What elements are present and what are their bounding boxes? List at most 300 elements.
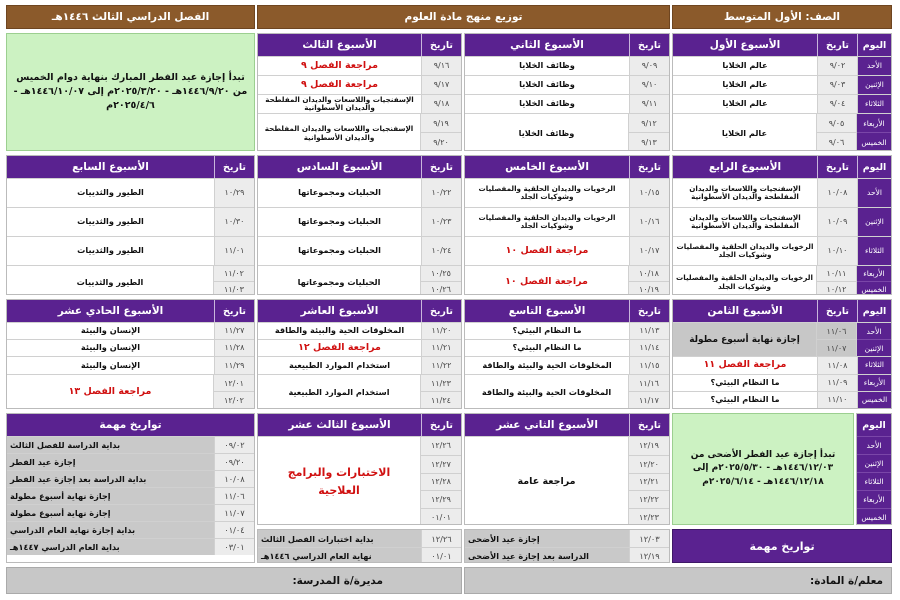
- date-cell: ١٢/١٩: [629, 437, 669, 455]
- date-header: تاريخ: [817, 300, 857, 322]
- day-col: [857, 114, 891, 151]
- day-cell: الأحد: [857, 57, 891, 75]
- date-cell: ٠٩/٠٢: [214, 437, 254, 453]
- merged-rows: [465, 113, 669, 151]
- date-cell: ١٠/٠٨: [817, 179, 857, 207]
- week-8-title: الأسبوع الثامن: [707, 305, 783, 317]
- important-dates-label: تواريخ مهمة: [749, 539, 815, 553]
- merged-rows: [7, 374, 254, 408]
- week-10-title: الأسبوع العاشر: [300, 305, 379, 317]
- date-cell: ١٢/٢٨: [421, 473, 461, 491]
- table-row: [465, 178, 669, 207]
- table-row: [465, 207, 669, 236]
- grade-bar: [672, 5, 892, 29]
- topic-cell: وظائف الخلايا: [465, 114, 629, 151]
- list-item: [465, 530, 669, 547]
- day-cell: الإثنين: [857, 339, 891, 356]
- topic-cell: عالم الخلايا: [673, 114, 817, 151]
- week-13-block: [257, 413, 462, 525]
- table-row: [465, 94, 669, 113]
- table-row: [7, 339, 254, 356]
- date-header: تاريخ: [629, 156, 669, 178]
- date-cell: ٩/٠٣: [817, 76, 857, 94]
- important-dates-block: [6, 413, 255, 563]
- week-13-title: الأسبوع الثالث عشر: [288, 419, 391, 431]
- table-row: [465, 236, 669, 265]
- date-cell: ١١/٢٨: [214, 340, 254, 356]
- day-header: اليوم: [862, 419, 886, 431]
- week-11-title: الأسبوع الحادي عشر: [57, 305, 164, 317]
- date-col: [817, 323, 857, 356]
- topic-cell: الإسفنجيات واللاسعات والديدان المفلطحة والديدان الأسطوانية: [689, 212, 801, 230]
- day-cell: الأحد: [857, 323, 891, 339]
- event-label: نهاية العام الدراسي ١٤٤٦هـ: [258, 548, 421, 563]
- date-cell: ٠١/٠١: [421, 548, 461, 563]
- term-bar: [6, 5, 255, 29]
- topic-cell: عالم الخلايا: [722, 79, 768, 90]
- date-cell: ٩/١٧: [421, 76, 461, 94]
- topic-cell: مراجعة الفصل ١٢: [298, 341, 381, 353]
- day-cell: الخميس: [857, 508, 891, 525]
- date-cell: ١٠/١٥: [629, 179, 669, 207]
- list-item: [465, 547, 669, 563]
- week-7-block: [6, 155, 255, 295]
- week-5-title: الأسبوع الخامس: [505, 161, 589, 173]
- date-cell: ١١/٢١: [421, 340, 461, 356]
- date-header: تاريخ: [214, 300, 254, 322]
- date-cell: ١٠/١٦: [629, 208, 669, 236]
- day-col: [857, 266, 891, 295]
- week-11-header: [7, 300, 254, 322]
- date-header: تاريخ: [817, 34, 857, 56]
- table-row: [7, 207, 254, 236]
- week-2-title: الأسبوع الثاني: [510, 39, 584, 51]
- list-item: [7, 538, 254, 555]
- event-label: بداية الدراسة بعد إجازة عيد الفطر: [7, 471, 214, 487]
- date-cell: ١٢/٢٦: [421, 530, 461, 547]
- topic-cell: الحبليات ومجموعاتها: [298, 216, 381, 227]
- topic-cell: الحبليات ومجموعاتها: [298, 187, 381, 198]
- merged-rows: [7, 265, 254, 295]
- day-header: اليوم: [857, 34, 891, 56]
- table-row: [258, 207, 461, 236]
- topic-cell: الرخويات والديدان الحلقية والمفصليات وشوكيات الجلد: [673, 266, 817, 295]
- important-dates-title: تواريخ مهمة: [99, 419, 162, 431]
- date-col: [421, 437, 461, 525]
- week-10-block: [257, 299, 462, 409]
- grade-label: الصف: الأول المتوسط: [724, 11, 840, 23]
- date-cell: ١١/٠٩: [817, 375, 857, 391]
- topic-cell: الإسفنجيات واللاسعات والديدان المفلطحة والديدان الأسطوانية: [689, 183, 801, 201]
- table-row: [258, 356, 461, 374]
- table-row: [465, 356, 669, 374]
- date-cell: ١١/٢٢: [421, 357, 461, 374]
- date-cell: ١٠/٢٣: [421, 208, 461, 236]
- date-header: تاريخ: [421, 156, 461, 178]
- topic-cell: الحبليات ومجموعاتها: [298, 245, 381, 256]
- table-row: [465, 56, 669, 75]
- teacher-signature-field: [464, 567, 892, 594]
- day-cell: الثلاثاء: [857, 237, 891, 265]
- event-label: إجازة عيد الفطر: [7, 454, 214, 470]
- topic-cell: الحبليات ومجموعاتها: [258, 266, 421, 295]
- date-cell: ١١/١٣: [629, 323, 669, 339]
- table-row: [7, 178, 254, 207]
- week-3-block: [257, 33, 462, 151]
- merged-rows: [465, 265, 669, 295]
- table-row: [465, 339, 669, 356]
- date-cell: ١١/٠٣: [214, 281, 254, 295]
- date-cell: ١٠/٠٨: [214, 471, 254, 487]
- day-cell: الأربعاء: [857, 114, 891, 132]
- page-title: توزيع منهج مادة العلوم: [404, 11, 523, 23]
- date-cell: ٩/٠٩: [629, 57, 669, 75]
- title-bar: [257, 5, 670, 29]
- date-header: تاريخ: [629, 300, 669, 322]
- topic-cell: مراجعة الفصل ١٠: [465, 266, 629, 295]
- table-row: [465, 322, 669, 339]
- week-7-title: الأسبوع السابع: [72, 161, 149, 173]
- date-cell: ١١/٢٩: [214, 357, 254, 374]
- topic-cell: الطيور والثدييات: [77, 187, 144, 198]
- week-4-block: [672, 155, 892, 295]
- merged-rows: [673, 322, 891, 356]
- date-col: [629, 375, 669, 408]
- date-col: [629, 114, 669, 151]
- date-cell: ١٠/١٨: [629, 266, 669, 281]
- event-label: بداية العام الدراسي ١٤٤٧هـ: [7, 539, 214, 555]
- date-cell: ١٢/٢٧: [421, 455, 461, 473]
- principal-label: مديرة/ة المدرسة:: [292, 574, 383, 587]
- event-label: بداية الدراسة للفصل الثالث: [7, 437, 214, 453]
- date-cell: ١٢/٢٠: [629, 455, 669, 473]
- list-item: [7, 436, 254, 453]
- topic-cell: الطيور والثدييات: [77, 245, 144, 256]
- holiday-text: تبدأ إجازة عيد الفطر المبارك بنهاية دوام الخميس من ١٤٤٦/٩/٢٠هـ - ٢٠٢٥/٣/٢٠م إلى ١٤٤٦/١٠/٠٧هـ - ٢٠٢٥/٤/٦م: [13, 71, 248, 112]
- table-row: [673, 236, 891, 265]
- day-cell: الإثنين: [857, 208, 891, 236]
- table-row: [7, 236, 254, 265]
- date-cell: ٩/٠٦: [817, 132, 856, 151]
- table-row: [258, 56, 461, 75]
- day-cell: الثلاثاء: [857, 95, 891, 113]
- date-header: تاريخ: [421, 34, 461, 56]
- holiday-text: تبدأ إجازة عيد الفطر الأضحى من ١٤٤٦/١٢/٠٣هـ - ٢٠٢٥/٥/٣٠م إلى ١٤٤٦/١٢/١٨هـ - ٢٠٢٥/٦/١٤م: [690, 449, 836, 487]
- table-row: [673, 374, 891, 391]
- week-11-block: [6, 299, 255, 409]
- date-col: [629, 266, 669, 295]
- topic-cell: الإسفنجيات واللاسعات والديدان المفلطحة والديدان الأسطوانية: [258, 114, 421, 151]
- merged-rows: [673, 113, 891, 151]
- event-label: بداية اختبارات الفصل الثالث: [258, 530, 421, 547]
- event-label: الدراسة بعد إجازة عيد الأضحى: [465, 548, 629, 563]
- day-col: [857, 323, 891, 356]
- week-1-header: [673, 34, 891, 56]
- table-row: [673, 356, 891, 374]
- topic-cell: وظائف الخلايا: [519, 79, 575, 90]
- exam-dates-block: [257, 529, 462, 563]
- week-9-header: [465, 300, 669, 322]
- day-cell: الإثنين: [857, 454, 891, 472]
- date-cell: ١٠/١٢: [817, 281, 856, 295]
- day-header: اليوم: [857, 156, 891, 178]
- date-cell: ٩/٠٤: [817, 95, 857, 113]
- table-row: [673, 94, 891, 113]
- date-cell: ٠٣/٠١: [214, 539, 254, 555]
- date-cell: ١٠/٢٤: [421, 237, 461, 265]
- week-12-header: [465, 414, 669, 436]
- merged-rows: [258, 436, 461, 525]
- date-cell: ١١/١٧: [629, 391, 669, 408]
- table-row: [673, 75, 891, 94]
- date-cell: ٠٩/٢٠: [214, 454, 254, 470]
- date-cell: ١٢/٠٣: [629, 530, 669, 547]
- date-cell: ١٢/١٩: [629, 548, 669, 563]
- table-row: [673, 391, 891, 408]
- date-cell: ٩/١٢: [629, 114, 669, 132]
- topic-cell: مراجعة الفصل ١٠: [505, 244, 589, 256]
- date-cell: ٩/١١: [629, 95, 669, 113]
- date-col: [214, 375, 254, 408]
- days-column: [856, 413, 892, 525]
- date-cell: ١٢/٠٢: [214, 391, 254, 408]
- table-row: [7, 322, 254, 339]
- week-6-title: الأسبوع السادس: [296, 161, 383, 173]
- week-4-title: الأسبوع الرابع: [708, 161, 782, 173]
- table-row: [258, 178, 461, 207]
- week-6-header: [258, 156, 461, 178]
- topic-cell: الرخويات والديدان الحلقية والمفصليات وشوكيات الجلد: [478, 183, 616, 201]
- date-cell: ١١/٠٧: [214, 505, 254, 521]
- date-header: تاريخ: [817, 156, 857, 178]
- date-cell: ١١/١٠: [817, 392, 857, 408]
- day-header: اليوم: [857, 300, 891, 322]
- week-2-block: [464, 33, 670, 151]
- merged-rows: [258, 265, 461, 295]
- merged-rows: [258, 113, 461, 151]
- date-cell: ١٠/١٩: [629, 281, 669, 295]
- date-cell: ١١/٠٨: [817, 357, 857, 374]
- merged-rows: [465, 374, 669, 408]
- date-header: تاريخ: [214, 156, 254, 178]
- topic-cell: ما النظام البيئي؟: [512, 342, 582, 353]
- date-cell: ١٢/٢١: [629, 473, 669, 491]
- date-header: تاريخ: [629, 414, 669, 436]
- long-weekend-cell: إجازة نهاية أسبوع مطولة: [673, 323, 817, 356]
- exams-cell: الاختبارات والبرامج العلاجية: [258, 437, 421, 525]
- event-label: إجازة عيد الأضحى: [465, 530, 629, 547]
- date-cell: ١٠/١٧: [629, 237, 669, 265]
- important-dates-label-bar: [672, 529, 892, 563]
- date-cell: ١١/٠٦: [817, 323, 856, 339]
- day-cell: الثلاثاء: [857, 472, 891, 490]
- date-cell: ١١/١٥: [629, 357, 669, 374]
- date-cell: ٩/٢٠: [421, 132, 461, 151]
- event-label: بداية إجازة نهاية العام الدراسي: [7, 522, 214, 538]
- topic-cell: عالم الخلايا: [722, 60, 768, 71]
- topic-cell: استخدام الموارد الطبيعية: [258, 375, 421, 408]
- date-cell: ٩/١٦: [421, 57, 461, 75]
- date-header: تاريخ: [629, 34, 669, 56]
- table-row: [258, 75, 461, 94]
- topic-cell: الإنسان والبيئة: [80, 342, 141, 353]
- topic-cell: المخلوقات الحية والبيئة والطاقة: [274, 325, 405, 336]
- date-cell: ١٠/١١: [817, 266, 856, 281]
- topic-cell: استخدام الموارد الطبيعية: [288, 359, 391, 370]
- topic-cell: الرخويات والديدان الحلقية والمفصليات وشوكيات الجلد: [478, 212, 616, 230]
- week-9-title: الأسبوع التاسع: [508, 305, 586, 317]
- date-header: تاريخ: [421, 414, 461, 436]
- date-cell: ١١/٢٣: [421, 375, 461, 391]
- date-cell: ١٠/٢٥: [421, 266, 461, 281]
- principal-signature-field: [6, 567, 462, 594]
- date-col: [817, 114, 857, 151]
- teacher-label: معلم/ة المادة:: [810, 574, 883, 587]
- date-cell: ١٢/٢٦: [421, 437, 461, 455]
- merged-rows: [673, 265, 891, 295]
- important-dates-header: [7, 414, 254, 436]
- list-item: [7, 487, 254, 504]
- list-item: [7, 453, 254, 470]
- date-cell: ١٠/٢٦: [421, 281, 461, 295]
- date-header: تاريخ: [421, 300, 461, 322]
- week-1-block: [672, 33, 892, 151]
- date-cell: ١٠/٠٩: [817, 208, 857, 236]
- week-12-block: [464, 413, 670, 525]
- topic-cell: مراجعة الفصل ٩: [301, 59, 378, 71]
- topic-cell: المخلوقات الحية والبيئة والطاقة: [482, 359, 612, 370]
- week-2-header: [465, 34, 669, 56]
- day-cell: الأحد: [857, 436, 891, 454]
- date-cell: ١٢/٠١: [214, 375, 254, 391]
- list-item: [7, 521, 254, 538]
- general-review-cell: مراجعة عامة: [465, 437, 629, 525]
- list-item: [7, 504, 254, 521]
- date-cell: ١٠/٣٠: [214, 208, 254, 236]
- merged-rows: [258, 374, 461, 408]
- week-13-header: [258, 414, 461, 436]
- date-cell: ١٢/٢٩: [421, 490, 461, 508]
- date-cell: ٩/١٩: [421, 114, 461, 132]
- table-row: [673, 56, 891, 75]
- term-label: الفصل الدراسي الثالث ١٤٤٦هـ: [51, 11, 210, 23]
- week-8-block: [672, 299, 892, 409]
- week-12-title: الأسبوع الثاني عشر: [496, 419, 598, 431]
- week-3-title: الأسبوع الثالث: [302, 39, 377, 51]
- date-cell: ٩/٠٢: [817, 57, 857, 75]
- date-col: [421, 266, 461, 295]
- date-col: [817, 266, 857, 295]
- date-cell: ١١/٠٢: [214, 266, 254, 281]
- date-col: [421, 114, 461, 151]
- day-cell: الخميس: [857, 281, 891, 295]
- date-cell: ١١/٢٠: [421, 323, 461, 339]
- topic-cell: الطيور والثدييات: [7, 266, 214, 295]
- list-item: [258, 530, 461, 547]
- table-row: [258, 236, 461, 265]
- date-cell: ١١/١٦: [629, 375, 669, 391]
- topic-cell: مراجعة الفصل ١٣: [7, 375, 214, 408]
- week-5-header: [465, 156, 669, 178]
- week-3-header: [258, 34, 461, 56]
- table-row: [673, 178, 891, 207]
- date-col: [214, 266, 254, 295]
- event-label: إجازة نهاية أسبوع مطولة: [7, 488, 214, 504]
- week-10-header: [258, 300, 461, 322]
- topic-cell: الرخويات والديدان الحلقية والمفصليات وشوكيات الجلد: [676, 241, 814, 259]
- table-row: [258, 94, 461, 113]
- day-cell: الأربعاء: [857, 375, 891, 391]
- date-cell: ١٠/٢٩: [214, 179, 254, 207]
- date-cell: ١٠/٢٢: [421, 179, 461, 207]
- list-item: [258, 547, 461, 563]
- day-cell: الخميس: [857, 132, 891, 151]
- table-row: [7, 356, 254, 374]
- day-cell: الخميس: [857, 392, 891, 408]
- day-cell: الإثنين: [857, 76, 891, 94]
- list-item: [7, 470, 254, 487]
- topic-cell: الإسفنجيات واللاسعات والديدان المفلطحة والديدان الأسطوانية: [265, 95, 414, 112]
- topic-cell: ما النظام البيئي؟: [710, 394, 780, 405]
- topic-cell: الطيور والثدييات: [77, 216, 144, 227]
- topic-cell: المخلوقات الحية والبيئة والطاقة: [465, 375, 629, 408]
- day-cell: الأربعاء: [857, 266, 891, 281]
- day-cell: الأربعاء: [857, 490, 891, 508]
- week-9-block: [464, 299, 670, 409]
- date-cell: ١٢/٢٢: [629, 490, 669, 508]
- week-1-title: الأسبوع الأول: [709, 39, 781, 51]
- table-row: [258, 339, 461, 356]
- topic-cell: ما النظام البيئي؟: [512, 325, 582, 336]
- week-5-block: [464, 155, 670, 295]
- eid-adha-holiday-note: [672, 413, 854, 525]
- week-4-header: [673, 156, 891, 178]
- topic-cell: الإنسان والبيئة: [80, 325, 141, 336]
- topic-cell: مراجعة الفصل ١١: [703, 359, 787, 371]
- date-cell: ٩/١٣: [629, 132, 669, 151]
- table-row: [465, 75, 669, 94]
- week-7-header: [7, 156, 254, 178]
- date-col: [421, 375, 461, 408]
- date-cell: ١١/٢٧: [214, 323, 254, 339]
- week-8-header: [673, 300, 891, 322]
- date-cell: ١٠/١٠: [817, 237, 857, 265]
- date-cell: ١١/١٤: [629, 340, 669, 356]
- topic-cell: عالم الخلايا: [722, 98, 768, 109]
- date-cell: ٩/١٠: [629, 76, 669, 94]
- table-row: [673, 207, 891, 236]
- date-cell: ٩/٠٥: [817, 114, 856, 132]
- week-6-block: [257, 155, 462, 295]
- date-cell: ٠١/٠١: [421, 508, 461, 525]
- topic-cell: مراجعة الفصل ٩: [301, 78, 378, 90]
- topic-cell: ما النظام البيئي؟: [710, 377, 780, 388]
- day-cell: الثلاثاء: [857, 357, 891, 374]
- event-label: إجازة نهاية أسبوع مطولة: [7, 505, 214, 521]
- date-cell: ١١/٢٤: [421, 391, 461, 408]
- merged-rows: [465, 436, 669, 525]
- day-cell: الأحد: [857, 179, 891, 207]
- date-cell: ١١/٠١: [214, 237, 254, 265]
- adha-dates-block: [464, 529, 670, 563]
- date-cell: ٠١/٠٤: [214, 522, 254, 538]
- date-col: [629, 437, 669, 525]
- eid-fitr-holiday-note: [6, 33, 255, 151]
- date-cell: ١١/٠٧: [817, 339, 856, 356]
- topic-cell: وظائف الخلايا: [519, 98, 575, 109]
- topic-cell: وظائف الخلايا: [519, 60, 575, 71]
- date-cell: ١٢/٢٣: [629, 508, 669, 525]
